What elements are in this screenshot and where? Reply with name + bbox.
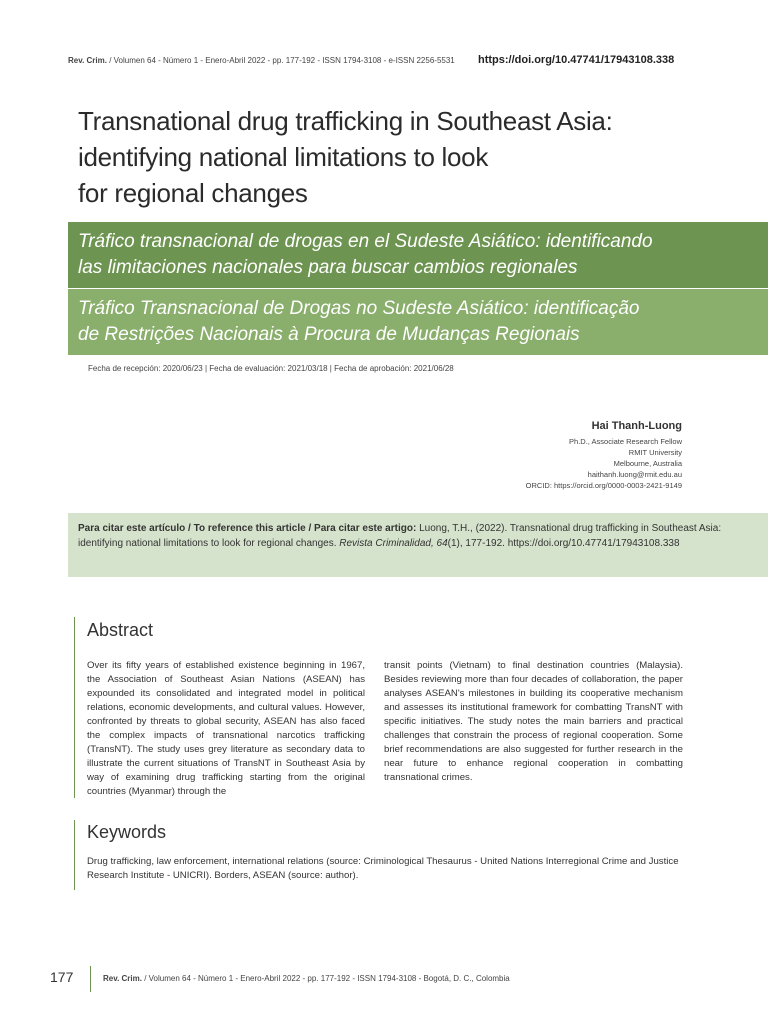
author-degree: Ph.D., Associate Research Fellow	[569, 437, 682, 446]
citation-box	[68, 513, 768, 577]
citation-journal: Revista Criminalidad, 64	[339, 538, 448, 549]
header-journal: Rev. Crim.	[68, 56, 107, 65]
citation-text-b: (1), 177-192. https://doi.org/10.47741/17943108.338	[447, 538, 680, 549]
author-name: Hai Thanh-Luong	[591, 420, 682, 432]
title-line-3: for regional changes	[78, 178, 308, 208]
spanish-title-band	[68, 222, 768, 288]
footer-rule	[90, 966, 91, 992]
title-line-1: Transnational drug trafficking in Southeast Asia:	[78, 106, 613, 136]
page-number: 177	[50, 969, 74, 985]
article-title	[78, 103, 718, 211]
citation-text	[78, 521, 748, 551]
portuguese-title-line-1: Tráfico Transnacional de Drogas no Sudeste Asiático: identificação	[78, 298, 640, 319]
author-email[interactable]: haithanh.luong@rmit.edu.au	[587, 470, 682, 479]
abstract-column-1: Over its fifty years of established existence beginning in 1967, the Association of Southeast Asian Nations (ASEAN) has expounded its consolidated and integrated model in political relations, economic developments, and cultural values. However, confronted by threats to global security, ASEAN has also faced the complex impacts of transnational narcotics trafficking (TransNT). The study uses grey literature as secondary data to illustrate the current situations of TransNT in Southeast Asia by way of examining drug trafficking starting from the original countries (Myanmar) through the	[87, 660, 365, 797]
title-line-2: identifying national limitations to look	[78, 142, 489, 172]
keywords-heading: Keywords	[87, 822, 167, 842]
author-orcid[interactable]: ORCID: https://orcid.org/0000-0003-2421-9149	[525, 481, 682, 490]
running-footer	[103, 974, 510, 983]
portuguese-title-line-2: de Restrições Nacionais à Procura de Mudanças Regionais	[78, 324, 580, 345]
keywords-text: Drug trafficking, law enforcement, international relations (source: Criminological Thesaurus - United Nations Interregional Crime and Justice Research Institute - UNICRI). Borders, ASEAN (source: author).	[87, 856, 679, 881]
running-header	[68, 56, 455, 65]
footer-details: / Volumen 64 - Número 1 - Enero-Abril 2022 - pp. 177-192 - ISSN 1794-3108 - Bogotá, D. C., Colombia	[141, 974, 510, 983]
footer-journal: Rev. Crim.	[103, 974, 142, 983]
spanish-title-line-2: las limitaciones nacionales para buscar cambios regionales	[78, 257, 578, 278]
portuguese-title-band	[68, 289, 768, 355]
author-block	[526, 420, 682, 491]
header-doi-link[interactable]: https://doi.org/10.47741/17943108.338	[478, 54, 675, 66]
spanish-title-line-1: Tráfico transnacional de drogas en el Sudeste Asiático: identificando	[78, 231, 653, 252]
author-university: RMIT University	[628, 448, 682, 457]
abstract-column-2: transit points (Vietnam) to final destination countries (Malaysia). Besides reviewing more than four decades of collaboration, the paper analyses ASEAN's milestones in building its cooperative mechanism and assesses its institutional framework for combatting TransNT with specific initiatives. The study notes the main barriers and practical challenges that constrain the process of regional cooperation. Some brief recommendations are also suggested for further research in the near future to enhance regional cooperation in combatting transnational crimes.	[384, 660, 683, 783]
citation-label: Para citar este artículo / To reference this article / Para citar este artigo:	[78, 523, 417, 534]
abstract-heading: Abstract	[87, 620, 154, 640]
citation-text-a: Luong, T.H., (2022). Transnational drug trafficking in Southeast Asia: identifying national limitations to look for regional changes.	[78, 523, 722, 549]
keywords-rule	[74, 820, 75, 890]
header-details: / Volumen 64 - Número 1 - Enero-Abril 2022 - pp. 177-192 - ISSN 1794-3108 - e-ISSN 2256-5531	[106, 56, 455, 65]
abstract-rule	[74, 617, 75, 798]
submission-dates: Fecha de recepción: 2020/06/23 | Fecha de evaluación: 2021/03/18 | Fecha de aprobación: 2021/06/28	[88, 364, 454, 373]
author-city: Melbourne, Australia	[613, 459, 682, 468]
